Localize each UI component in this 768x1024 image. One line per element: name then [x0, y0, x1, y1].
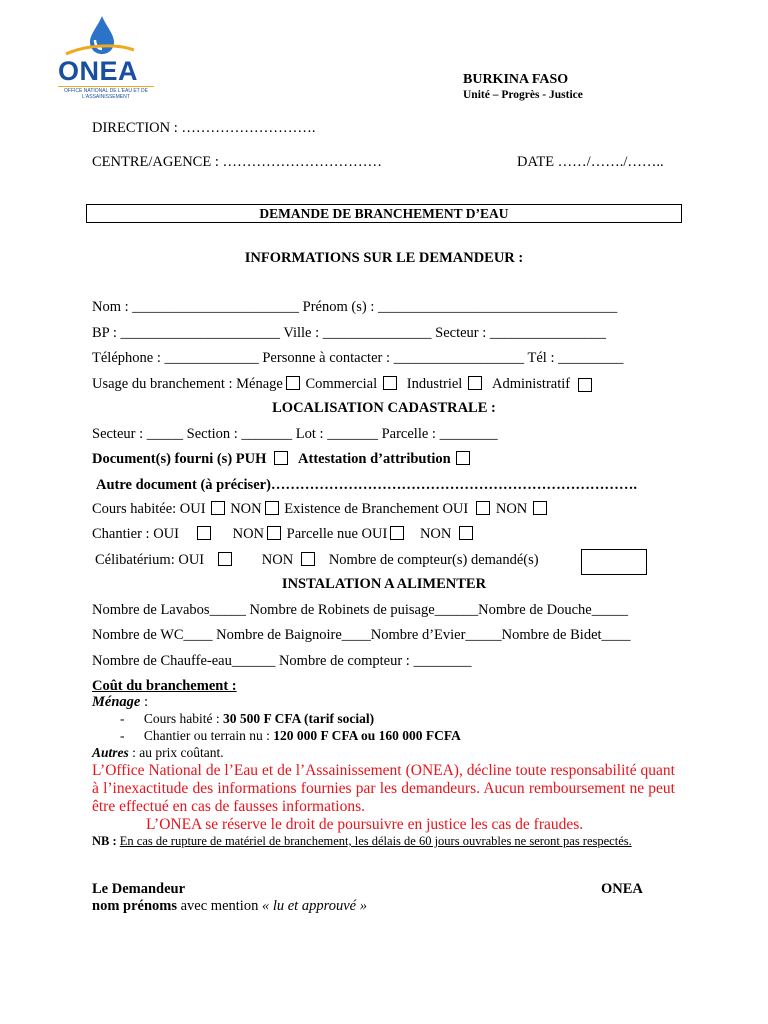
country-motto: Unité – Progrès - Justice — [463, 89, 583, 101]
prenom-field[interactable]: Prénom (s) : _________________________________ — [302, 299, 618, 315]
telephone-field[interactable]: Téléphone : _____________ — [92, 350, 259, 366]
puh-checkbox[interactable] — [274, 451, 288, 465]
compteurs-demandes-box[interactable] — [581, 549, 647, 575]
celibaterium-non-label: NON — [261, 552, 294, 568]
existence-oui-checkbox[interactable] — [476, 501, 490, 515]
cadastre-heading: LOCALISATION CADASTRALE : — [272, 400, 496, 416]
documents-label: Document(s) fourni (s) PUH — [92, 451, 267, 467]
mention-label: avec mention — [177, 898, 259, 914]
autres-label: Autres — [92, 745, 129, 760]
nb-text: En cas de rupture de matériel de branchement, les délais de 60 jours ouvrables ne seront pas respectés. — [119, 834, 632, 848]
form-title: DEMANDE DE BRANCHEMENT D’EAU — [86, 204, 682, 223]
celibaterium-label: Célibatérium: OUI — [95, 552, 205, 568]
applicant-heading: INFORMATIONS SUR LE DEMANDEUR : — [244, 250, 524, 266]
attestation-checkbox[interactable] — [456, 451, 470, 465]
chantier-non-checkbox[interactable] — [267, 526, 281, 540]
chantier-row — [92, 526, 475, 543]
onea-logo — [58, 14, 154, 100]
chantier-label: Chantier : OUI — [92, 526, 179, 542]
secteur-field[interactable]: Secteur : ________________ — [435, 325, 606, 341]
cadastre-secteur-field[interactable]: Secteur : _____ — [92, 426, 184, 442]
cours-row — [92, 501, 549, 518]
celibaterium-row — [95, 552, 539, 569]
nb-label: NB : — [92, 834, 120, 848]
lot-field[interactable]: Lot : _______ — [295, 426, 378, 442]
cost-heading: Coût du branchement : — [92, 678, 237, 694]
administratif-label: Administratif — [491, 376, 571, 392]
date-field[interactable]: DATE ……/……./…….. — [517, 154, 664, 170]
cours-non-checkbox[interactable] — [265, 501, 279, 515]
installation-row-3[interactable]: Nombre de Chauffe-eau______ Nombre de compteur : ________ — [92, 653, 472, 669]
usage-label: Usage du branchement : Ménage — [92, 376, 283, 392]
attestation-label: Attestation d’attribution — [298, 451, 451, 467]
demandeur-signature-label: Le Demandeur — [92, 881, 186, 897]
telephone-row — [92, 350, 623, 367]
autre-document-field[interactable]: Autre document (à préciser)…………………………………………………………………. — [96, 477, 638, 493]
cadastre-row — [92, 426, 498, 443]
menage-colon: : — [140, 694, 148, 710]
installation-heading: INSTALATION A ALIMENTER — [281, 576, 487, 592]
onea-signature-label: ONEA — [601, 881, 643, 897]
section-field[interactable]: Section : _______ — [186, 426, 293, 442]
disclaimer-text: L’Office National de l’Eau et de l’Assainissement (ONEA), décline toute responsabilité quant à l’inexactitude des informations fournies par les demandeurs. Aucun remboursement ne peut être effectué en cas de fausses informations. — [92, 762, 675, 815]
existence-non-label: NON — [495, 501, 528, 517]
ville-field[interactable]: Ville : _______________ — [283, 325, 432, 341]
autres-text: : au prix coûtant. — [128, 745, 224, 760]
celibaterium-non-checkbox[interactable] — [301, 552, 315, 566]
water-drop-icon — [58, 14, 154, 60]
industriel-checkbox[interactable] — [468, 376, 482, 390]
bp-row — [92, 325, 606, 342]
installation-row-2[interactable]: Nombre de WC____ Nombre de Baignoire____Nombre d’Evier_____Nombre de Bidet____ — [92, 627, 631, 643]
tel-field[interactable]: Tél : _________ — [527, 350, 624, 366]
cours-oui-checkbox[interactable] — [211, 501, 225, 515]
administratif-checkbox[interactable] — [578, 378, 592, 392]
logo-subtitle-1: OFFICE NATIONAL DE L'EAU ET DE — [64, 88, 148, 94]
commercial-checkbox[interactable] — [383, 376, 397, 390]
nom-prenoms-label: nom prénoms — [92, 898, 177, 914]
chantier-cost-label: Chantier ou terrain nu : — [143, 728, 274, 743]
cours-habite-value: 30 500 F CFA (tarif social) — [223, 711, 375, 726]
cours-non-label: NON — [230, 501, 262, 517]
chantier-oui-checkbox[interactable] — [197, 526, 211, 540]
installation-row-1[interactable]: Nombre de Lavabos_____ Nombre de Robinets de puisage______Nombre de Douche_____ — [92, 602, 628, 618]
autres-line — [92, 745, 224, 761]
compteurs-demandes-label: Nombre de compteur(s) demandé(s) — [328, 552, 539, 568]
parcelle-nue-label: Parcelle nue OUI — [286, 526, 388, 542]
celibaterium-oui-checkbox[interactable] — [218, 552, 232, 566]
parcelle-field[interactable]: Parcelle : ________ — [381, 426, 498, 442]
existence-non-checkbox[interactable] — [533, 501, 547, 515]
existence-label: Existence de Branchement OUI — [284, 501, 469, 517]
chantier-cost-line: - Chantier ou terrain nu : 120 000 F CFA ou 160 000 FCFA — [120, 728, 461, 743]
industriel-label: Industriel — [406, 376, 463, 392]
mention-text: « lu et approuvé » — [261, 898, 367, 914]
parcelle-nue-oui-checkbox[interactable] — [390, 526, 404, 540]
cours-habite-label: Cours habité : — [143, 711, 223, 726]
chantier-cost-value: 120 000 F CFA ou 160 000 FCFA — [273, 728, 461, 743]
logo-text: ONEA — [58, 56, 139, 86]
nb-note — [92, 834, 658, 849]
nom-row — [92, 299, 617, 316]
logo-subtitle-2: L'ASSAINISSEMENT — [82, 94, 130, 100]
signature-mention — [92, 898, 367, 915]
contact-field[interactable]: Personne à contacter : __________________ — [262, 350, 525, 366]
country-name: BURKINA FASO — [463, 72, 569, 87]
usage-row — [92, 376, 594, 393]
documents-row — [92, 451, 472, 468]
cours-habite-line: - Cours habité : 30 500 F CFA (tarif social) — [120, 711, 375, 726]
bp-field[interactable]: BP : ______________________ — [92, 325, 280, 341]
direction-field[interactable]: DIRECTION : ………………………. — [92, 120, 316, 136]
fraud-warning: L’ONEA se réserve le droit de poursuivre en justice les cas de fraudes. — [146, 816, 584, 833]
chantier-non-label: NON — [232, 526, 265, 542]
menage-line — [92, 694, 148, 711]
centre-agence-field[interactable]: CENTRE/AGENCE : …………………………… — [92, 154, 382, 170]
parcelle-nue-non-checkbox[interactable] — [459, 526, 473, 540]
menage-label: Ménage — [92, 694, 141, 710]
cours-label: Cours habitée: OUI — [92, 501, 206, 517]
menage-checkbox[interactable] — [286, 376, 300, 390]
parcelle-nue-non-label: NON — [419, 526, 452, 542]
commercial-label: Commercial — [305, 376, 378, 392]
nom-field[interactable]: Nom : _______________________ — [92, 299, 300, 315]
